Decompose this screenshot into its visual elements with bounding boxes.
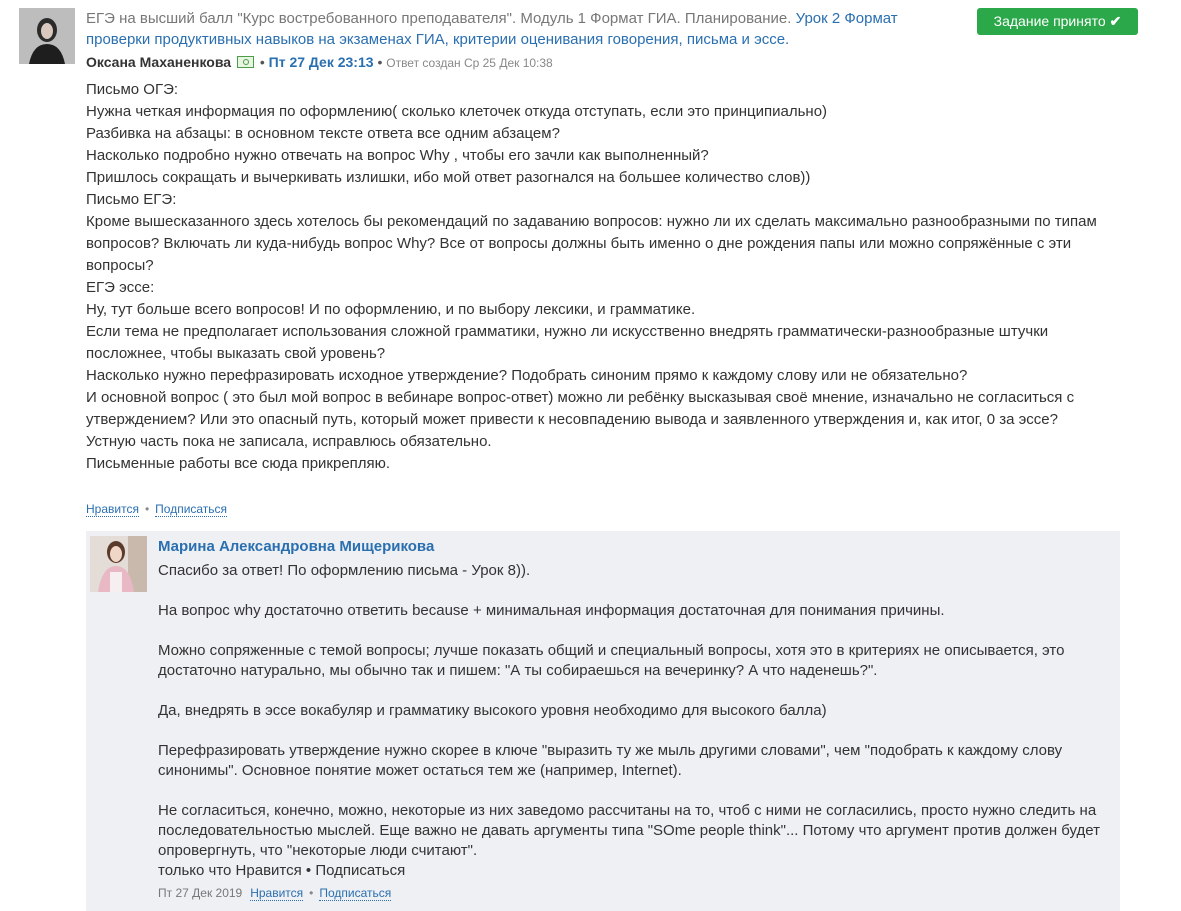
reply-paragraph: Перефразировать утверждение нужно скорее в ключе "выразить ту же мыль другими словами", чем "подобрать к каждому слову синонимы". Основное понятие может остаться тем же (например, Internet). xyxy=(158,742,1063,779)
post-line: Письменные работы все сюда прикрепляю. xyxy=(86,455,391,472)
meta-bullet: • xyxy=(259,54,265,70)
check-icon: ✔ xyxy=(1109,13,1122,29)
post-line: Насколько нужно перефразировать исходное утверждение? Подобрать синоним прямо к каждому слову или не обязательно? xyxy=(86,367,968,384)
reply-paragraph: Спасибо за ответ! По оформлению письма - Урок 8)). xyxy=(158,562,531,579)
actions-bullet: • xyxy=(309,886,314,900)
reply-trailing-line: только что Нравится • Подписаться xyxy=(158,862,406,879)
like-link[interactable]: Нравится xyxy=(86,502,139,516)
post-line: Письмо ЕГЭ: xyxy=(86,191,177,208)
actions-bullet: • xyxy=(144,502,150,516)
breadcrumb-lesson-link[interactable]: Урок 2 Формат проверки продуктивных навыков на экзаменах ГИА, критерии оценивания говорения, письма и эссе. xyxy=(86,10,898,48)
post-line: Письмо ОГЭ: xyxy=(86,81,179,98)
post-line: Нужна четкая информация по оформлению( сколько клеточек откуда отступать, если это принципиально) xyxy=(86,103,828,120)
post-line: Пришлось сокращать и вычеркивать излишки, ибо мой ответ разогнался на большее количество слов)) xyxy=(86,169,811,186)
post-line: ЕГЭ эссе: xyxy=(86,279,155,296)
reply-body xyxy=(158,561,1108,881)
reply-paragraph: На вопрос why достаточно ответить because + минимальная информация достаточная для понимания причины. xyxy=(158,602,945,619)
post-author-avatar[interactable] xyxy=(19,8,75,64)
post-line: Разбивка на абзацы: в основном тексте ответа все одним абзацем? xyxy=(86,125,560,142)
reply-paragraph: Можно сопряженные с темой вопросы; лучше показать общий и специальный вопросы, хотя это в критериях не описывается, это достаточно натурально, мы обычно так и пишем: "А ты собираешься на вечеринку? А что наденешь?". xyxy=(158,642,1065,679)
reply-paragraph: Не согласиться, конечно, можно, некоторые из них заведомо рассчитаны на то, чтоб с ними не согласились, просто нужно следить на последовательностью мыслей. Еще важно не давать аргументы типа "SOme people think"... Потому что аргумент против должен будет опровергнуть, что "некоторые люди считают". xyxy=(158,802,1101,859)
reply-author-name[interactable]: Марина Александровна Мищерикова xyxy=(158,538,435,555)
post-created: Ответ создан Ср 25 Дек 10:38 xyxy=(386,56,553,70)
assignment-accepted-button[interactable] xyxy=(977,8,1138,35)
reply-like-link[interactable]: Нравится xyxy=(250,886,304,900)
reply-comment xyxy=(86,531,1120,911)
breadcrumb xyxy=(86,8,956,50)
post-line: Если тема не предполагает использования сложной грамматики, нужно ли искусственно внедрять грамматически-разнообразные штучки посложнее, чтобы выказать свой уровень? xyxy=(86,323,1049,362)
breadcrumb-course: ЕГЭ на высший балл "Курс востребованного преподавателя". Модуль 1 Формат ГИА. Планирование. xyxy=(86,10,792,27)
reply-author-avatar[interactable] xyxy=(90,536,147,592)
post-line: Ну, тут больше всего вопросов! И по оформлению, и по выбору лексики, и грамматике. xyxy=(86,301,696,318)
post-author-name[interactable]: Оксана Маханенкова xyxy=(86,54,232,70)
post-line: Насколько подробно нужно отвечать на вопрос Why , чтобы его зачли как выполненный? xyxy=(86,147,709,164)
post-line: И основной вопрос ( это был мой вопрос в вебинаре вопрос-ответ) можно ли ребёнку высказывая своё мнение, изначально не согласиться с утверждением? Или это опасный путь, который может привести к несовпадению вывода и заявленного утверждения и, как итог, 0 за эссе? xyxy=(86,389,1075,428)
post-line: Устную часть пока не записала, исправлюсь обязательно. xyxy=(86,433,492,450)
reply-subscribe-link[interactable]: Подписаться xyxy=(319,886,392,900)
reply-date: Пт 27 Дек 2019 xyxy=(158,886,243,900)
reply-paragraph: Да, внедрять в эссе вокабуляр и грамматику высокого уровня необходимо для высокого балла) xyxy=(158,702,827,719)
meta-bullet: • xyxy=(377,54,383,70)
post-actions xyxy=(86,501,227,517)
post-body xyxy=(86,79,1126,475)
post-date-link[interactable]: Пт 27 Дек 23:13 xyxy=(268,54,374,70)
subscribe-link[interactable]: Подписаться xyxy=(155,502,228,516)
assignment-accepted-label: Задание принято xyxy=(993,13,1106,29)
reply-actions xyxy=(158,885,391,901)
post-line: Кроме вышесказанного здесь хотелось бы рекомендаций по задаванию вопросов: нужно ли их сделать максимально разнообразными по типам вопросов? Включать ли куда-нибудь вопрос Why? Все от вопросы должны быть именно о дне рождения папы или можно сопряжённые с эти вопросы? xyxy=(86,213,1097,274)
post-meta xyxy=(86,53,553,72)
money-icon xyxy=(237,56,254,68)
